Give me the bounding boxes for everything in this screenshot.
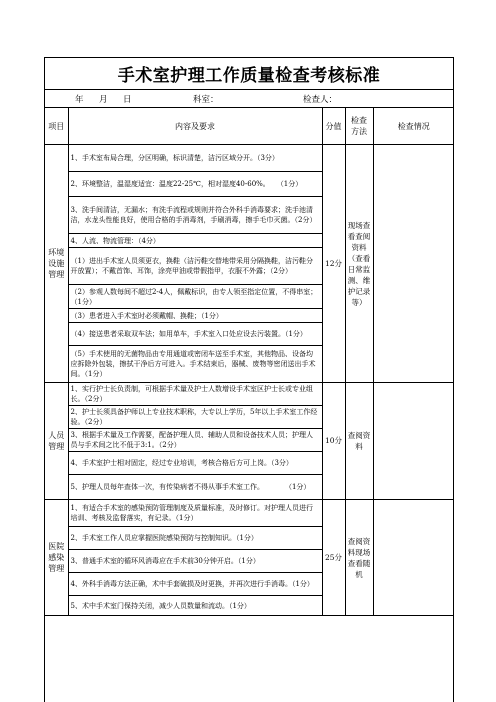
requirement-cell: （2）参观人数每间不超过2-4人，佩戴标识，由专人领至指定位置，不得串室；（1分）: [68, 285, 322, 309]
requirement-cell: 2、手术室工作人员应掌握医院感染预防与控制知识。（1分）: [68, 527, 322, 550]
result-cell[interactable]: [373, 145, 454, 383]
requirement-cell: （5）手术使用的无菌物品由专用通道或密闭车送至手术室，其他物品、设备均应拆除外包装，擦拭干净后方可进入。手术结束后，器械、废物等密闭送出手术间。（1分）: [68, 346, 322, 383]
meta-day: 日: [123, 95, 132, 105]
section-method: 查阅资料现场查看随机: [345, 500, 373, 616]
section-category: 环境设施管理: [45, 145, 68, 383]
section-method: 查阅资料: [345, 383, 373, 500]
requirement-cell: 2、环境整洁，温湿度适宜：温度22-25℃，相对湿度40-60%。 （1分）: [68, 172, 322, 197]
meta-inspector: 检查人：: [303, 95, 338, 105]
requirement-cell: 3、普通手术室的循环风消毒应在手术前30分钟开启。（1分）: [68, 550, 322, 573]
requirement-cell: 1、实行护士长负责制，可根据手术量及护士人数增设手术室区护士长或专业组长。（2分）: [68, 383, 322, 406]
header-content: 内容及要求: [68, 108, 322, 145]
table-row: [45, 145, 454, 172]
section-category: 人员管理: [45, 383, 68, 500]
header-score: 分值: [322, 108, 345, 145]
meta-month: 月: [99, 95, 108, 105]
requirement-cell: 3、洗手间清洁，无漏水；有洗手流程或规则并符合外科手消毒要求；洗手池清洁，水龙头性能良好，使用合格的手消毒剂，手刷消毒，擦手毛巾灭菌。（2分）: [68, 197, 322, 234]
requirement-cell: 4、手术室护士相对固定，经过专业培训，考核合格后方可上岗。（3分）: [68, 452, 322, 475]
header-method: 检查方法: [345, 108, 373, 145]
table-row: [45, 383, 454, 406]
header-item: 项目: [45, 108, 68, 145]
page-title: 手术室护理工作质量检查考核标准: [45, 58, 453, 90]
requirement-cell: （1）进出手术室人员须更衣，换鞋（洁污鞋交替地带采用分隔换鞋，洁污鞋分开放置）；不戴首饰、耳饰，涂亮甲油或带假指甲，衣服不外露；（2分）: [68, 248, 322, 285]
section-score: 12分: [322, 145, 345, 383]
section-score: 10分: [322, 383, 345, 500]
requirement-cell: 1、手术室布局合理，分区明确，标识清楚，洁污区域分开。（3分）: [68, 145, 322, 172]
requirement-cell: 4、外科手消毒方法正确，术中手套破损及时更换，并再次进行手消毒。（1分）: [68, 573, 322, 596]
requirement-cell: （4）接送患者采取双车法；如用单车，手术室入口处应设去污装置。（1分）: [68, 323, 322, 346]
inspection-sheet: [44, 57, 454, 702]
requirement-cell: 4、人流、物流管理：（4分）: [68, 234, 322, 248]
requirement-cell: 2、护士长须具备护师以上专业技术职称，大专以上学历，5年以上手术室工作经验。（2分）: [68, 406, 322, 429]
meta-year: 年: [75, 95, 84, 105]
table-header-row: [45, 108, 454, 145]
section-score: 25分: [322, 500, 345, 616]
requirement-cell: 5、术中手术室门保持关闭，减少人员数量和流动。（1分）: [68, 596, 322, 616]
standards-table: [45, 108, 454, 616]
requirement-cell: 3、根据手术量及工作需要，配备护理人员、辅助人员和设备技术人员；护理人员与手术间之比不低于3:1。（2分）: [68, 429, 322, 452]
result-cell[interactable]: [373, 500, 454, 616]
section-category: 医院感染管理: [45, 500, 68, 616]
result-cell[interactable]: [373, 383, 454, 500]
meta-room: 科室：: [193, 95, 219, 105]
meta-row: [45, 90, 453, 108]
requirement-cell: 5、护理人员每年查体一次，有传染病者不得从事手术室工作。 （1分）: [68, 475, 322, 500]
section-method: 现场查看查阅资料（查看日常监测、维护记录等）: [345, 145, 373, 383]
header-result: 检查情况: [373, 108, 454, 145]
table-row: [45, 500, 454, 527]
requirement-cell: 1、有适合手术室的感染预防管理制度及质量标准，及时修订。对护理人员进行培训、考核及监督落实，有记录。（1分）: [68, 500, 322, 527]
requirement-cell: （3）患者进入手术室时必须戴帽、换鞋；（1分）: [68, 309, 322, 323]
